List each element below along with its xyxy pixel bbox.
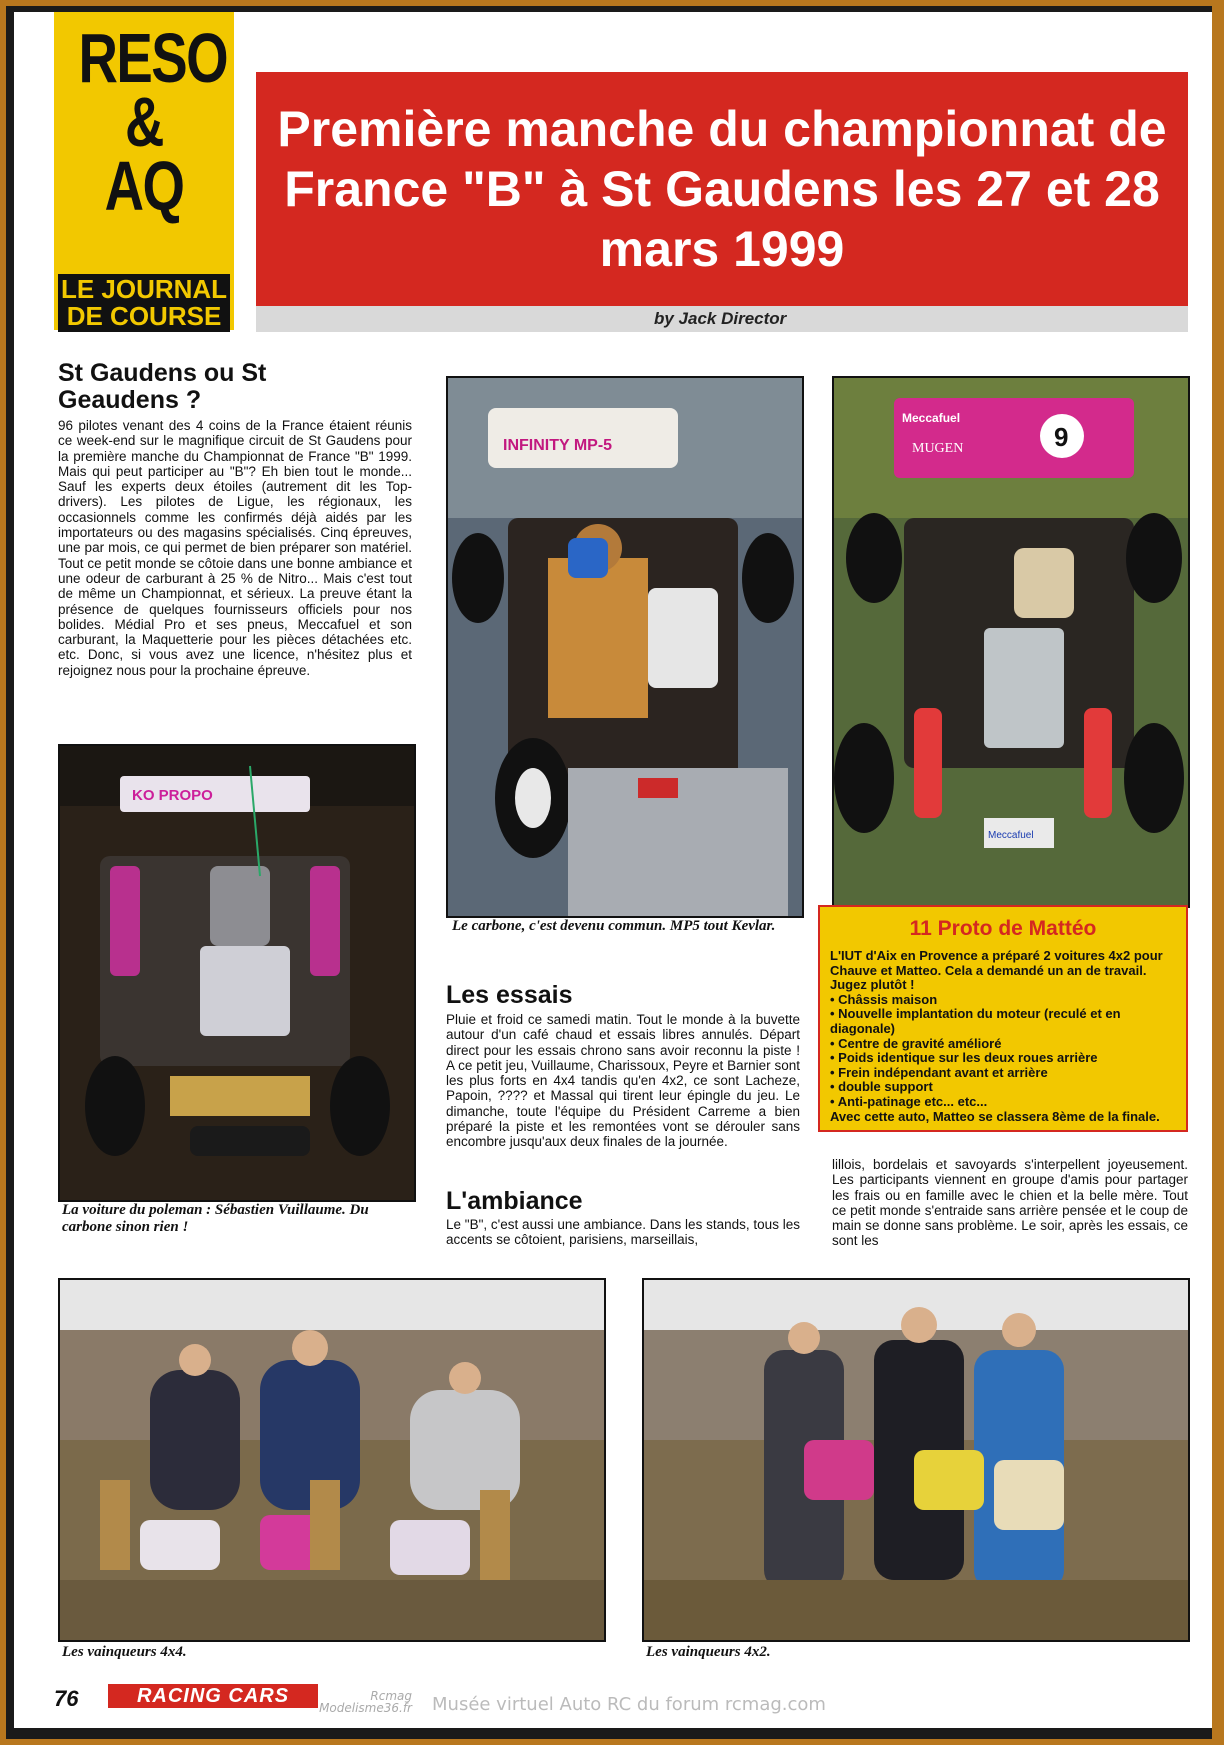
intro-text: 96 pilotes venant des 4 coins de la France étaient réunis ce week-end sur le magnifique circuit de St Gaudens pour la première manche du Championnat de France "B" 1999. Mais qui peut participer au "B"? Eh bien tout le monde... Sauf les experts deux étoiles (autrement dit les Top-drivers). Les pilotes de Ligue, les régionaux, les occasionnels comme les confirmés déjà aidés par les importateurs ou des magasins spécialisés. Cinq épreuves, une par mois, ce qui permet de bien préparer son matériel. Tout ce petit monde se côtoie dans une bonne ambiance et une odeur de carburant à 25 % de Nitro... Mais c'est tout de même un Championnat, et sérieux. La preuve étant la présence de quelques fournisseurs officiels pour nos bolides. Médial Pro et ses pneus, Meccafuel et son carburant, la Maquetterie pour les pièces détachées etc. etc. Donc, si vous avez une licence, n'hésitez plus et rejoignez nous pour la prochaine épreuve. [58,418,412,678]
proto-item: • Nouvelle implantation du moteur (reculé et en diagonale) [830,1007,1180,1036]
proto-item: • Anti-patinage etc... etc... [830,1095,1180,1110]
proto-content [830,949,1180,1124]
ambiance-text-continued: lillois, bordelais et savoyards s'interpellent joyeusement. Les participants viennent en groupe d'amis pour partager les frais ou en famille avec le chien et la belle mère. Tout ce petit monde s'entraide sans arrière pensée et le coup de main se donne sans problème. Le soir, après les essais, ce sont les [832,1157,1188,1249]
article-title-box [256,72,1188,306]
article-title: Première manche du championnat de France "B" à St Gaudens les 27 et 28 mars 1999 [277,101,1167,277]
proto-item: • Châssis maison [830,993,1180,1008]
mp5-caption: Le carbone, c'est devenu commun. MP5 tout Kevlar. [452,918,776,934]
winners-4x4-photo [58,1278,606,1642]
proto-item: • Poids identique sur les deux roues arrière [830,1051,1180,1066]
mugen-bumper-text: Meccafuel [988,830,1034,841]
site-watermark: Musée virtuel Auto RC du forum rcmag.com [432,1694,826,1715]
winners-4x4-caption: Les vainqueurs 4x4. [62,1644,187,1660]
essais-heading: Les essais [446,981,573,1009]
mp5-car-photo [446,376,804,918]
proto-item: • Frein indépendant avant et arrière [830,1066,1180,1081]
byline-bar [256,306,1188,332]
journal-line-3: AQ [104,147,184,225]
winners-4x2-caption: Les vainqueurs 4x2. [646,1644,771,1660]
ambiance-text: Le "B", c'est aussi une ambiance. Dans les stands, tous les accents se côtoient, parisiens, marseillais, [446,1217,800,1248]
mp5-wing-text: INFINITY MP-5 [503,437,613,454]
byline: by Jack Director [654,309,787,328]
proto-item: • double support [830,1080,1180,1095]
ambiance-heading: L'ambiance [446,1187,583,1215]
mugen-wing-text: MUGEN [912,441,964,456]
page-number: 76 [54,1686,79,1711]
site-watermark-small: Rcmag Modelisme36.fr [319,1689,412,1715]
journal-subtitle: LE JOURNAL DE COURSE [58,274,230,332]
intro-heading: St Gaudens ou St Geaudens ? [58,359,267,414]
proto-list [830,993,1180,1110]
pole-wing-text: KO PROPO [132,787,213,804]
magazine-name: RACING CARS [108,1684,318,1708]
pole-car-photo [58,744,416,1202]
proto-outro: Avec cette auto, Matteo se classera 8ème de la finale. [830,1108,1160,1124]
pole-caption: La voiture du poleman : Sébastien Vuillaume. Du carbone sinon rien ! [62,1202,369,1235]
proto-intro: L'IUT d'Aix en Provence a préparé 2 voitures 4x2 pour Chauve et Matteo. Cela a demandé un an de travail. Jugez plutôt ! [830,948,1163,993]
proto-item: • Centre de gravité amélioré [830,1037,1180,1052]
journal-line-2: & [125,83,163,161]
winners-4x2-photo [642,1278,1190,1642]
mugen-number: 9 [1054,422,1069,452]
journal-badge [54,12,234,330]
essais-text: Pluie et froid ce samedi matin. Tout le monde à la buvette autour d'un café chaud et essais libres annulés. Départ direct pour les essais chrono sans avoir reconnu la piste ! A ce petit jeu, Vuillaume, Charissoux, Peyre et Barnier sont les plus forts en 4x4 tandis qu'en 4x2, ce sont Lacheze, Papoin, ???? et Massal qui tirent leur épingle du jeu. Le dimanche, toute l'équipe du Président Carreme a bien préparé la piste et les remontées vont se dérouler sans encombre jusqu'aux deux finales de la journée. [446,1012,800,1150]
proto-title: 11 Proto de Mattéo [909,917,1097,940]
proto-sidebar [818,905,1188,1132]
mugen-car-photo [832,376,1190,908]
magazine-page [14,12,1212,1728]
mugen-wing-brand: Meccafuel [902,411,961,425]
journal-line-1: RESO [78,19,227,97]
